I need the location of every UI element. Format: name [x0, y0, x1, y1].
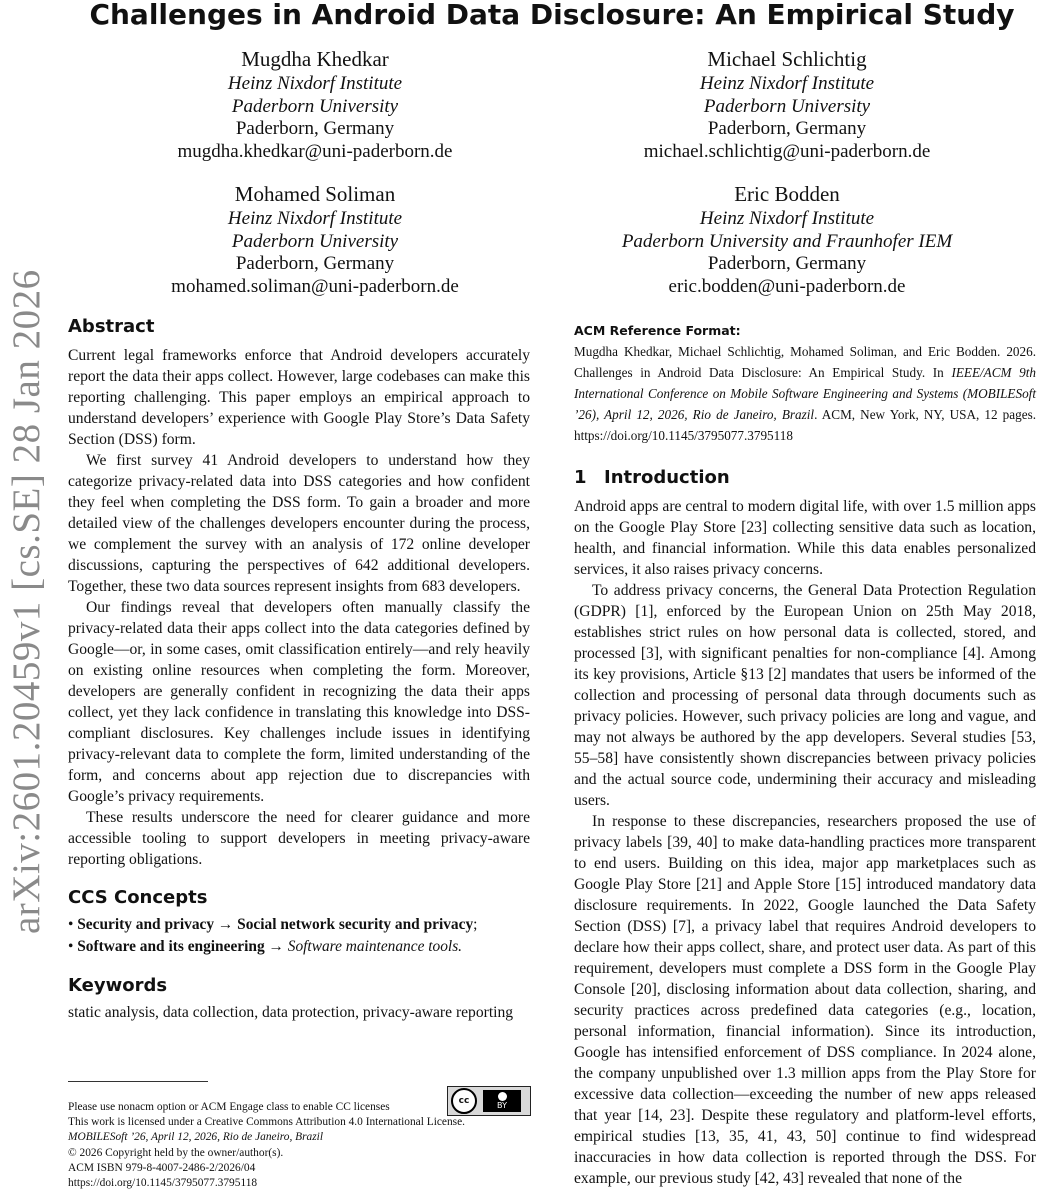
- ccs-term: Software and its engineering: [77, 938, 265, 955]
- author-affiliation: Paderborn University: [703, 95, 871, 117]
- author-affiliation: Paderborn University: [231, 230, 399, 252]
- intro-paragraph: In response to these discrepancies, researchers proposed the use of privacy labels [39, 40] to make data-handling practices more transparent to end users. Building on this idea, major app marketplaces such as Google Play Store [21] and Apple Store [15] introduced mandatory data disclosure requirements. In 2022, Google launched the Data Safety Section (DSS) [7], a privacy label that requires Android developers to declare how their apps collect, share, and protect user data. As part of this requirement, developers must complete a DSS form in the Google Play Console [20], disclosing information about data collection, sharing, and security practices across predefined data categories (e.g., location, personal information, financial information). Since its introduction, Google has intensified enforcement of DSS compliance. In 2024 alone, the company unpublished over 1.3 million apps from the Play Store for excessive data collection—exceeding the number of new apps released that year [14, 23]. Despite these regulatory and platform-level efforts, empirical studies [13, 35, 41, 43, 50] continue to find widespread inaccuracies in how data collection is reported through the DSS. For example, our previous study [42, 43] revealed that none of the: [574, 813, 1036, 1187]
- section-title: Introduction: [604, 467, 730, 488]
- author-location: Paderborn, Germany: [707, 118, 867, 140]
- author-affiliation: Heinz Nixdorf Institute: [699, 208, 875, 229]
- footnote-line: This work is licensed under a Creative Commons Attribution 4.0 International License.: [68, 1116, 466, 1129]
- footnote-line: © 2026 Copyright held by the owner/author(s).: [68, 1146, 284, 1159]
- ccs-term: Software maintenance tools.: [287, 938, 463, 955]
- footnote-line: Please use nonacm option or ACM Engage class to enable CC licenses: [68, 1101, 390, 1113]
- abstract-paragraph: Our findings reveal that developers often manually classify the privacy-related data their apps collect into the data categories defined by Google—or, in some cases, omit classification entirely—and rely heavily on existing online resources when completing the form. Moreover, developers are generally confident in recognizing the data their apps collect, yet they lack confidence in translating this knowledge into DSS-compliant disclosures. Key challenges include issues in identifying privacy-relevant data to complete the form, limited understanding of the form, and concerns about app rejection due to discrepancies with Google’s privacy requirements.: [68, 599, 530, 805]
- author-affiliation: Paderborn University: [231, 95, 399, 117]
- cc-icon: cc: [451, 1088, 477, 1114]
- author-email[interactable]: mugdha.khedkar@uni-paderborn.de: [177, 140, 453, 162]
- author-name: Mugdha Khedkar: [241, 47, 389, 71]
- section-number: 1: [574, 467, 587, 488]
- reference-text: . ACM, New York, NY, USA, 12 pages. https://doi.org/10.1145/3795077.3795118: [574, 407, 1036, 443]
- ccs-term: Security and privacy: [77, 916, 215, 933]
- author-name: Michael Schlichtig: [707, 47, 867, 71]
- intro-paragraph: To address privacy concerns, the General Data Protection Regulation (GDPR) [1], enforced by the European Union on 25th May 2018, establishes strict rules on how personal data is collected, stored, and processed [3], with significant penalties for non-compliance [4]. Among its key provisions, Article §13 [2] mandates that users be informed of the collection and processing of personal data through documents such as privacy policies. However, such privacy policies are long and vague, and may not always be authored by the app developers. Several studies [53, 55–58] have consistently shown discrepancies between privacy policies and the actual source code, undermining their accuracy and misleading users.: [574, 582, 1036, 809]
- author-name: Eric Bodden: [734, 182, 840, 206]
- ccs-separator: ;: [473, 916, 478, 933]
- ccs-concept-line: [68, 936, 530, 958]
- reference-text: Mugdha Khedkar, Michael Schlichtig, Mohamed Soliman, and Eric Bodden. 2026. Challenges in Android Data Disclosure: An Empirical Study. In: [574, 344, 1036, 380]
- doi-link[interactable]: https://doi.org/10.1145/3795077.3795118: [68, 1177, 258, 1190]
- footnote-rule: [68, 1081, 208, 1082]
- author-block: [607, 181, 967, 298]
- footnote-line: ACM ISBN 979-8-4007-2486-2/2026/04: [68, 1161, 256, 1174]
- paper-title: Challenges in Android Data Disclosure: An Empirical Study: [89, 0, 1015, 31]
- ccs-heading: CCS Concepts: [68, 887, 208, 908]
- keywords-text: static analysis, data collection, data protection, privacy-aware reporting: [68, 1004, 514, 1021]
- right-column: [574, 320, 1036, 1189]
- left-column: [68, 315, 530, 1023]
- author-block: [617, 46, 957, 163]
- abstract-paragraph: These results underscore the need for clearer guidance and more accessible tooling to support developers in meeting privacy-aware reporting obligations.: [68, 809, 530, 868]
- author-email[interactable]: mohamed.soliman@uni-paderborn.de: [171, 275, 459, 297]
- copyright-footnote: [68, 1100, 528, 1191]
- author-affiliation: Heinz Nixdorf Institute: [227, 208, 403, 229]
- author-name: Mohamed Soliman: [234, 182, 396, 206]
- bullet: •: [68, 916, 74, 933]
- reference-format-text: [574, 341, 1036, 446]
- author-location: Paderborn, Germany: [707, 253, 867, 275]
- footnote-line: MOBILESoft ’26, April 12, 2026, Rio de Janeiro, Brazil: [68, 1131, 324, 1144]
- abstract-paragraph: Current legal frameworks enforce that Android developers accurately report the data their apps collect. However, large codebases can make this reporting challenging. This paper employs an empirical approach to understand developers’ experience with Google Play Store’s Data Safety Section (DSS) form.: [68, 347, 530, 448]
- author-block: [160, 46, 470, 163]
- arxiv-stamp[interactable]: arXiv:2601.20459v1 [cs.SE] 28 Jan 2026: [5, 269, 48, 934]
- abstract-paragraph: We first survey 41 Android developers to understand how they categorize privacy-related data into DSS categories and how confident they feel when completing the DSS form. To gain a broader and more detailed view of the challenges developers encounter during the process, we complement the survey with an analysis of 172 online developer discussions, capturing the perspectives of 642 additional developers. Together, these two data sources represent insights from 683 developers.: [68, 452, 530, 595]
- bullet: •: [68, 938, 74, 955]
- author-location: Paderborn, Germany: [235, 253, 395, 275]
- author-block: [150, 181, 480, 298]
- ccs-term: Social network security and privacy: [237, 916, 474, 933]
- keywords-heading: Keywords: [68, 975, 168, 996]
- intro-paragraph: Android apps are central to modern digital life, with over 1.5 million apps on the Google Play Store [23] collecting sensitive data such as location, health, and financial information. While this data enables personalized services, it also raises privacy concerns.: [574, 498, 1036, 578]
- introduction-heading: [574, 466, 1036, 490]
- by-label: BY: [497, 1101, 507, 1110]
- ccs-concept-line: [68, 914, 530, 936]
- author-email[interactable]: eric.bodden@uni-paderborn.de: [668, 275, 906, 297]
- reference-format-heading: ACM Reference Format:: [574, 323, 741, 338]
- abstract-heading: Abstract: [68, 316, 155, 337]
- reference-venue: IEEE/ACM 9th International Conference on Mobile Software Engineering and Systems (MOBILESoft ’26), April 12, 2026, Rio de Janeiro, Brazil: [574, 365, 1036, 422]
- author-email[interactable]: michael.schlichtig@uni-paderborn.de: [643, 140, 931, 162]
- author-location: Paderborn, Germany: [235, 118, 395, 140]
- author-affiliation: Paderborn University and Fraunhofer IEM: [621, 230, 953, 252]
- author-affiliation: Heinz Nixdorf Institute: [227, 73, 403, 94]
- author-affiliation: Heinz Nixdorf Institute: [699, 73, 875, 94]
- arrow-icon: →: [268, 938, 284, 955]
- arrow-icon: →: [217, 916, 234, 933]
